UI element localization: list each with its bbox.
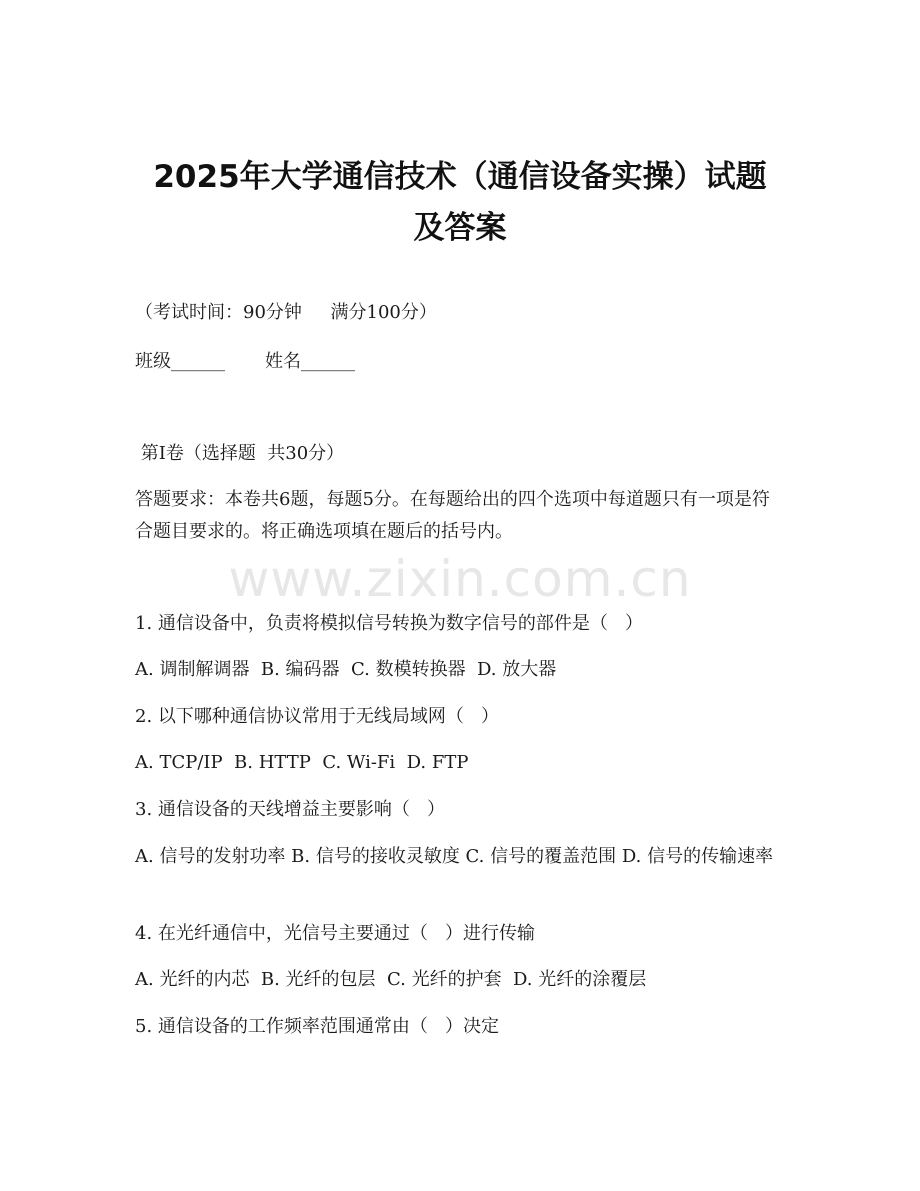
question-3-options: A. 信号的发射功率 B. 信号的接收灵敏度 C. 信号的覆盖范围 D. 信号的传输速率 (135, 846, 774, 867)
document-title-line-2: 及答案 (413, 210, 507, 246)
question-4-options: A. 光纤的内芯 B. 光纤的包层 C. 光纤的护套 D. 光纤的涂覆层 (135, 969, 647, 990)
watermark: www.zixin.com.cn (228, 550, 692, 608)
class-name-fields: 班级______ 姓名______ (135, 351, 356, 372)
question-1-stem: 1. 通信设备中，负责将模拟信号转换为数字信号的部件是（ ） (135, 613, 644, 634)
section-heading: 第I卷（选择题 共30分） (135, 443, 345, 464)
question-3-stem: 3. 通信设备的天线增益主要影响（ ） (135, 799, 446, 820)
question-2-stem: 2. 以下哪种通信协议常用于无线局域网（ ） (135, 706, 500, 727)
question-1-options: A. 调制解调器 B. 编码器 C. 数模转换器 D. 放大器 (135, 659, 557, 680)
question-2-options: A. TCP/IP B. HTTP C. Wi-Fi D. FTP (135, 752, 469, 773)
exam-info: （考试时间：90分钟 满分100分） (135, 302, 437, 323)
document-title-line-1: 2025年大学通信技术（通信设备实操）试题 (153, 159, 767, 195)
instructions: 答题要求：本卷共6题，每题5分。在每题给出的四个选项中每道题只有一项是符合题目要求的。将正确选项填在题后的括号内。 (135, 489, 770, 542)
question-5-stem: 5. 通信设备的工作频率范围通常由（ ）决定 (135, 1016, 500, 1037)
question-4-stem: 4. 在光纤通信中，光信号主要通过（ ）进行传输 (135, 923, 536, 944)
